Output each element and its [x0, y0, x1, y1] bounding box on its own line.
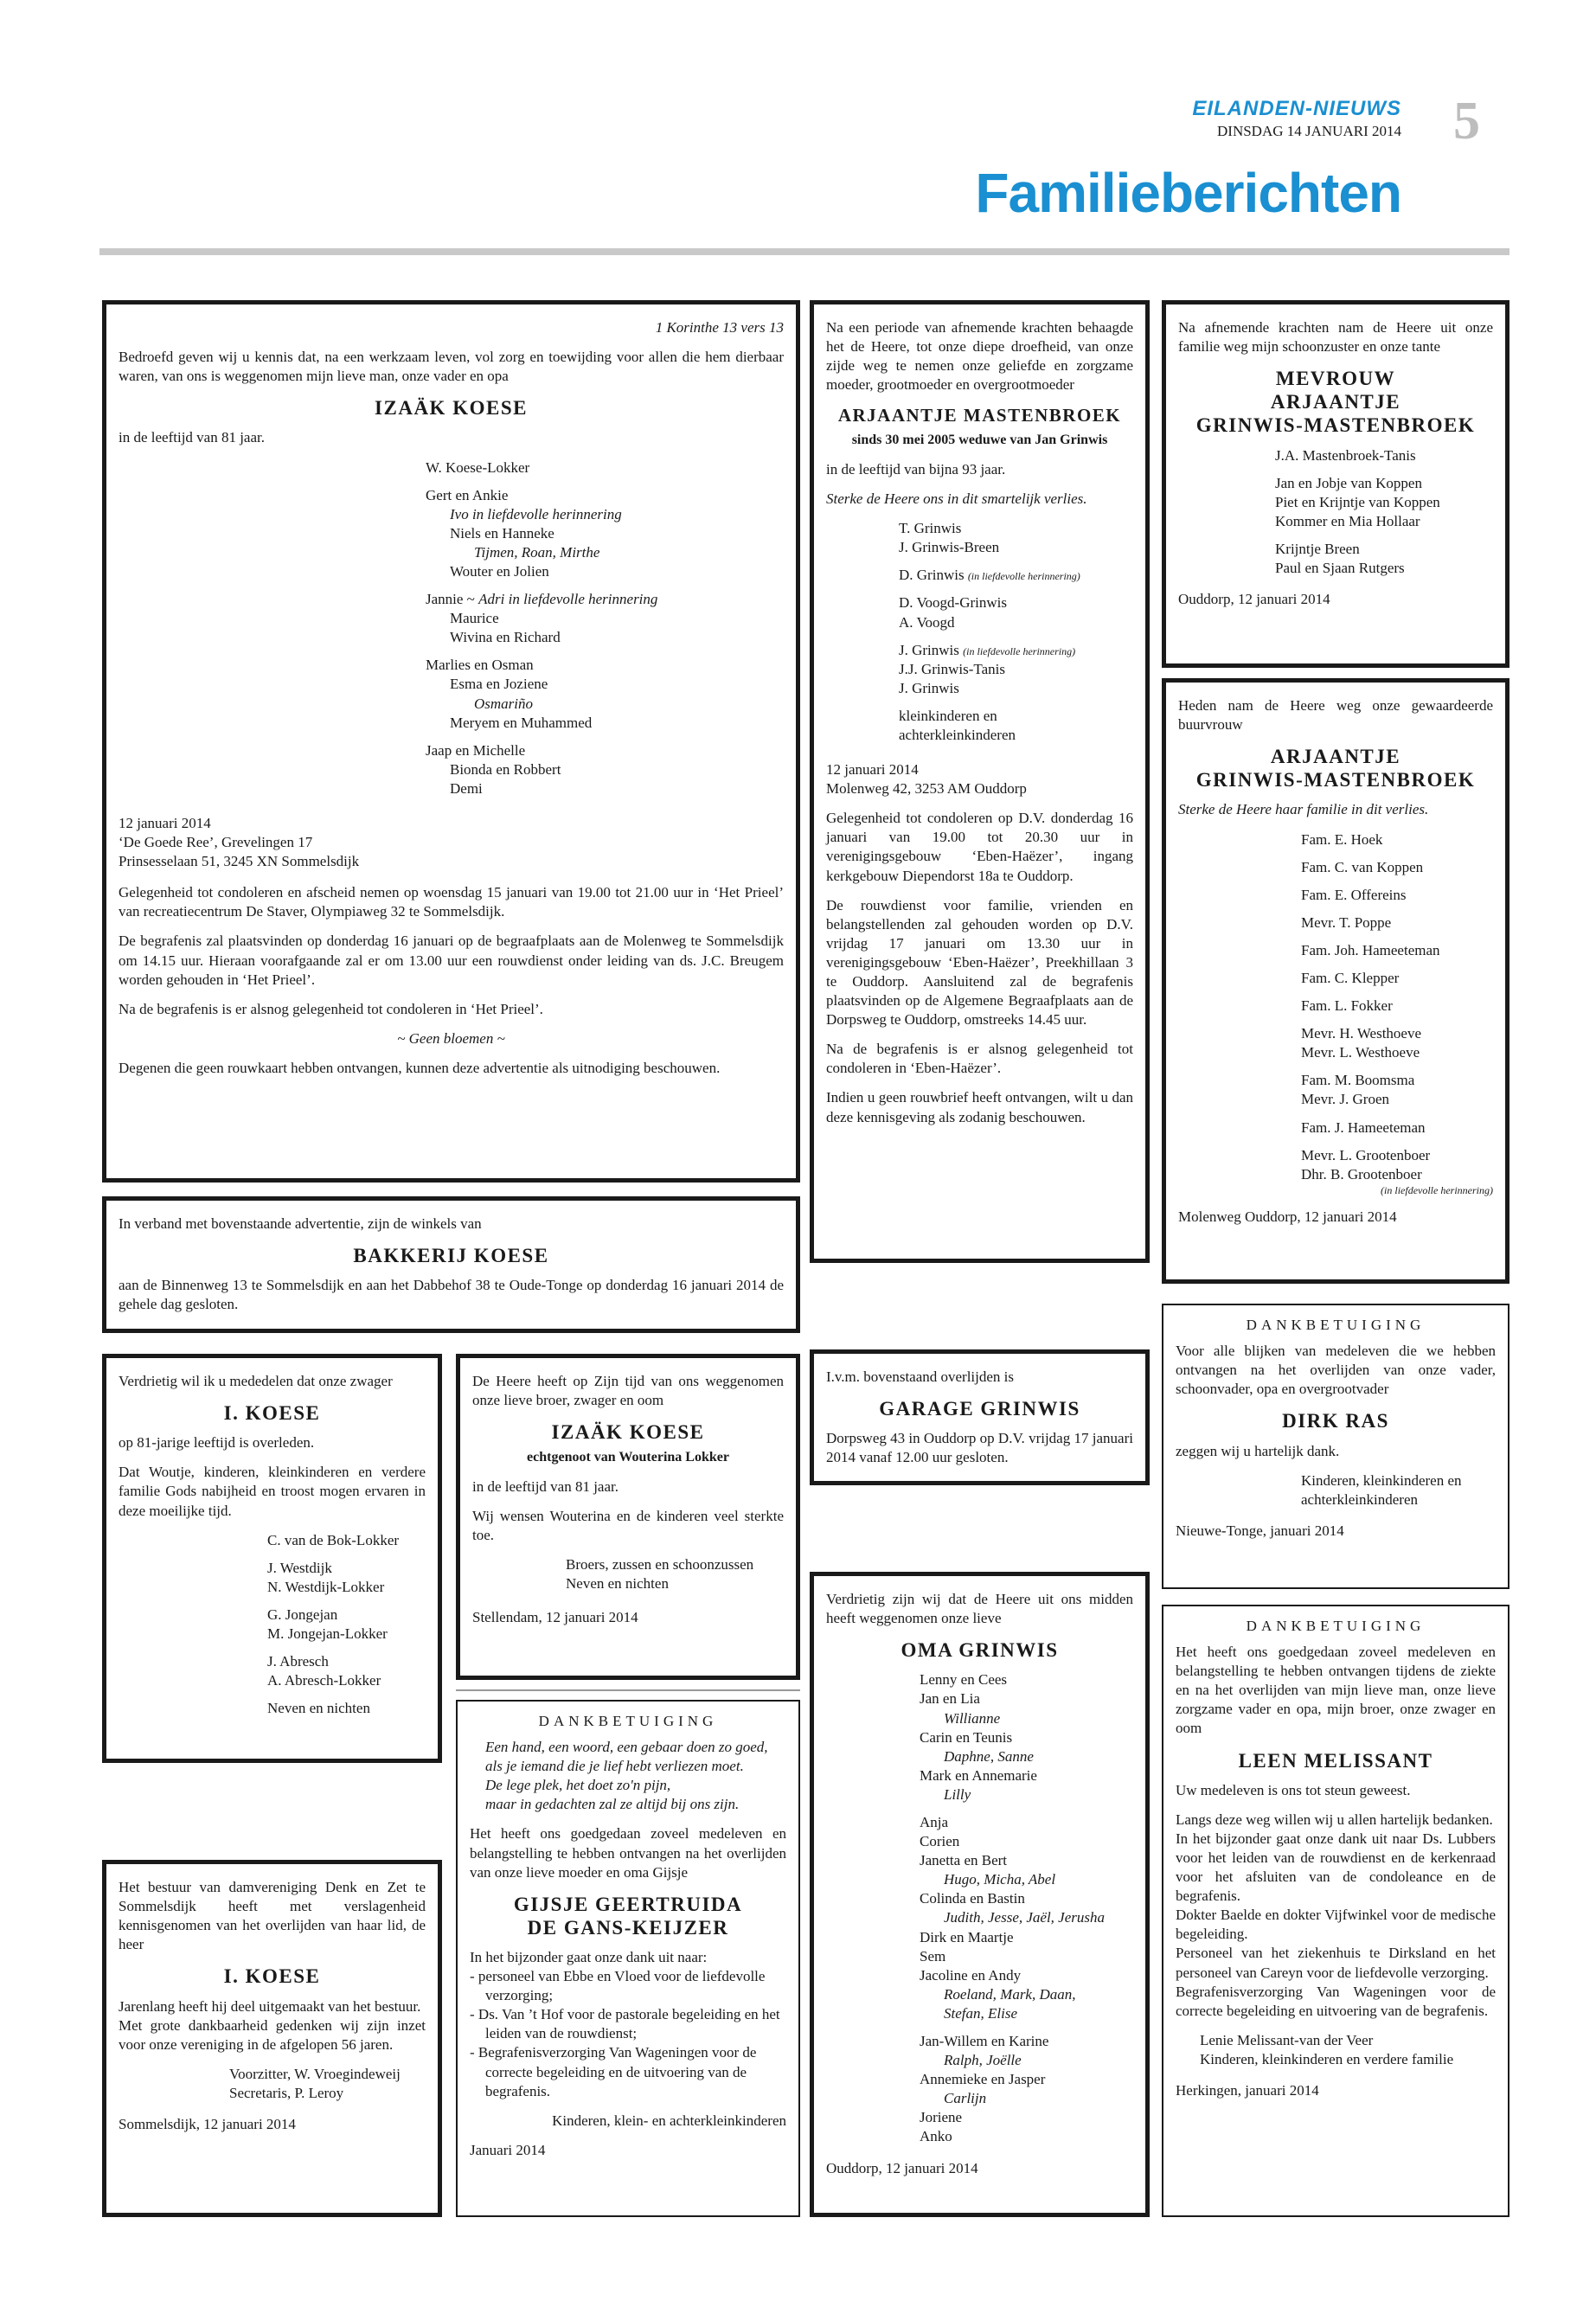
signature-part: Jannie ~ — [426, 591, 479, 608]
signature: Roeland, Mark, Daan, — [944, 1985, 1076, 2003]
signature: Corien — [920, 1833, 960, 1850]
thanks-gijsje — [456, 1700, 800, 2217]
signature: Bionda en Robbert — [450, 760, 561, 778]
text: Langs deze weg willen wij u allen hartelijk bedanken. — [1176, 1811, 1493, 1828]
service-text: De rouwdienst voor familie, vrienden en belangstellenden zal gehouden worden op D.V. vrijdag 17 januari om 13.30 uur in verenigingsgebouw ‘Eben-Haëzer’, Preekhillaan 3 te Ouddorp. Aansluitend zal de begrafenis plaatsvinden op de Algemene Begraafplaats aan de Dorpsweg te Ouddorp, omstreeks 14.45 uur. — [826, 896, 1133, 1029]
signature-part: (in liefdevolle herinnering) — [967, 570, 1080, 583]
signature: A. Voogd — [899, 613, 955, 631]
signature: Neven en nichten — [566, 1575, 669, 1593]
quote: Sterke de Heere haar familie in dit verlies. — [1178, 801, 1429, 818]
signature: Sem — [920, 1947, 946, 1965]
name-line: ARJAANTJE — [1270, 746, 1401, 768]
text: Jarenlang heeft hij deel uitgemaakt van het bestuur. — [119, 1997, 421, 2015]
name-line: ARJAANTJE — [1270, 391, 1401, 413]
signature: Tijmen, Roan, Mirthe — [474, 543, 600, 561]
signature: Joriene — [920, 2109, 963, 2126]
thanks-list — [470, 1967, 786, 2101]
obituary-mastenbroek — [810, 300, 1150, 1263]
place-date: Herkingen, januari 2014 — [1176, 2082, 1319, 2099]
obituary-oma-grinwis — [810, 1572, 1150, 2217]
signature: Willianne — [944, 1709, 1001, 1727]
no-flowers: ~ Geen bloemen ~ — [397, 1029, 505, 1047]
intro-text: De Heere heeft op Zijn tijd van ons weggenomen onze lieve broer, zwager en oom — [472, 1373, 784, 1409]
signature: Maurice — [450, 610, 499, 627]
age-text: op 81-jarige leeftijd is overleden. — [119, 1434, 315, 1452]
signature-note: (in liefdevolle herinnering) — [1381, 1183, 1493, 1196]
signature: Esma en Joziene — [450, 676, 548, 693]
signature: Dirk en Maartje — [920, 1928, 1014, 1945]
notice-bakkerij-koese — [102, 1196, 800, 1333]
name-line: GRINWIS-MASTENBROEK — [1195, 769, 1476, 792]
signature: Kinderen, kleinkinderen en verdere familie — [1200, 2050, 1454, 2067]
signature: Lilly — [944, 1785, 971, 1803]
place-date: Molenweg Ouddorp, 12 januari 2014 — [1178, 1208, 1397, 1226]
widow-text: sinds 30 mei 2005 weduwe van Jan Grinwis — [851, 433, 1108, 448]
signature: N. Westdijk-Lokker — [267, 1578, 385, 1595]
closure-text: Dorpsweg 43 in Ouddorp op D.V. vrijdag 17 januari 2014 vanaf 12.00 uur gesloten. — [826, 1430, 1133, 1466]
burial-text: De begrafenis zal plaatsvinden op donderdag 16 januari op de begraafplaats aan de Molenweg te Sommelsdijk om 14.15 uur. Hieraan voorafgaande zal er om 13.00 uur een rouwdienst onder leiding van ds. J.C. Breugem worden gehouden in ‘Het Prieel’. — [119, 933, 784, 988]
signature: J.A. Mastenbroek-Tanis — [1275, 446, 1416, 464]
intro-text: Verdrietig wil ik u mededelen dat onze zwager — [119, 1373, 393, 1389]
deceased-name: LEEN MELISSANT — [1238, 1749, 1433, 1772]
signature: Fam. C. Klepper — [1301, 970, 1400, 986]
signatures — [1176, 2031, 1496, 2069]
signature: Lenny en Cees — [920, 1671, 1008, 1689]
obituary-zwager — [102, 1354, 442, 1763]
signatures — [472, 1555, 784, 1593]
signature: Janetta en Bert — [920, 1852, 1008, 1869]
deceased-name: OMA GRINWIS — [901, 1639, 1059, 1662]
intro-text: Bedroefd geven wij u kennis dat, na een werkzaam leven, vol zorg en toewijding voor allen die hem dierbaar waren, van ons is weggenomen mijn lieve man, onze vader en opa — [119, 349, 784, 385]
thanks-leen-melissant — [1162, 1605, 1509, 2217]
spouse-text: echtgenoot van Wouterina Lokker — [527, 1450, 729, 1465]
signature: Judith, Jesse, Jaël, Jerusha — [944, 1909, 1105, 1926]
closure-text: aan de Binnenweg 13 te Sommelsdijk en aan het Dabbehof 38 te Oude-Tonge op donderdag 16 januari 2014 de gehele dag gesloten. — [119, 1277, 784, 1313]
signatures — [119, 2065, 426, 2103]
quote: Sterke de Heere ons in dit smartelijk verlies. — [826, 490, 1087, 508]
signature: J. Westdijk — [267, 1559, 332, 1576]
section-title: Familieberichten — [975, 162, 1401, 224]
signature: J.J. Grinwis-Tanis — [899, 660, 1006, 677]
signature: W. Koese-Lokker — [426, 458, 530, 476]
signatures — [1176, 1471, 1496, 1509]
list-item: - personeel van Ebbe en Vloed voor de liefdevolle verzorging; — [470, 1968, 766, 2004]
signature: Anja — [920, 1813, 949, 1830]
notice-garage-grinwis — [810, 1349, 1150, 1485]
signature: Ivo in liefdevolle herinnering — [450, 505, 622, 522]
thanks-line: zeggen wij u hartelijk dank. — [1176, 1442, 1340, 1459]
signature: Mevr. L. Westhoeve — [1301, 1044, 1420, 1061]
bible-verse: 1 Korinthe 13 vers 13 — [655, 319, 784, 336]
signature: Kinderen, klein- en achterkleinkinderen — [552, 2112, 786, 2129]
signature: Osmariño — [474, 695, 534, 712]
age-text: in de leeftijd van bijna 93 jaar. — [826, 460, 1006, 478]
signature — [899, 641, 1133, 660]
signature: Ralph, Joëlle — [944, 2052, 1022, 2069]
business-name: BAKKERIJ KOESE — [353, 1245, 549, 1267]
name-line: GIJSJE GEERTRUIDA — [513, 1893, 743, 1915]
signature-part: (in liefdevolle herinnering) — [963, 644, 1076, 657]
deceased-name: DIRK RAS — [1282, 1410, 1389, 1433]
thanks-text: Het heeft ons goedgedaan zoveel medeleven en belangstelling te hebben ontvangen tijdens de ziekte en na het overlijden van mijn lieve man, onze lieve zorgzame vader en opa, mijn broer, onze zwager en oom — [1176, 1644, 1496, 1737]
signature: Wouter en Jolien — [450, 562, 549, 580]
age-text: in de leeftijd van 81 jaar. — [472, 1478, 619, 1496]
signature: Hugo, Micha, Abel — [944, 1871, 1056, 1888]
intro-text: Na een periode van afnemende krachten behaagde het de Heere, tot onze diepe droefheid, van onze zijde weg te nemen onze geliefde en zorgzame moeder, grootmoeder en overgrootmoeder — [826, 319, 1133, 394]
deceased-name: ARJAANTJE MASTENBROEK — [837, 405, 1122, 426]
intro-text: Het bestuur van damvereniging Denk en Zet te Sommelsdijk heeft met verslagenheid kennisgenomen van het overlijden van haar lid, de heer — [119, 1879, 426, 1953]
thanks-heading: DANKBETUIGING — [1246, 1317, 1426, 1333]
condolence-text: Gelegenheid tot condoleren en afscheid nemen op woensdag 15 januari van 19.00 tot 21.00 uur in ‘Het Prieel’ van recreatiecentrum De Staver, Olympiaweg 32 te Sommelsdijk. — [119, 884, 784, 920]
signature: Kinderen, kleinkinderen en — [1301, 1471, 1462, 1489]
signature: Jan en Jobje van Koppen — [1275, 474, 1422, 491]
signature: Mevr. H. Westhoeve — [1301, 1025, 1422, 1042]
text: Met grote dankbaarheid gedenken wij zijn inzet voor onze vereniging in de afgelopen 56 jaren. — [119, 2016, 426, 2053]
signature: Fam. Joh. Hameeteman — [1301, 941, 1440, 958]
signature: A. Abresch-Lokker — [267, 1672, 381, 1689]
signature: D. Voogd-Grinwis — [899, 594, 1007, 612]
intro-text: I.v.m. bovenstaand overlijden is — [826, 1368, 1015, 1385]
signature: Annemieke en Jasper — [920, 2071, 1046, 2088]
signature: Mevr. T. Poppe — [1301, 913, 1392, 931]
wish-text: Wij wensen Wouterina en de kinderen veel sterkte toe. — [472, 1508, 784, 1544]
text: Dokter Baelde en dokter Vijfwinkel voor de medische begeleiding. — [1176, 1907, 1496, 1943]
thanks-heading: DANKBETUIGING — [1246, 1618, 1426, 1634]
poem-line: maar in gedachten zal ze altijd bij ons zijn. — [485, 1796, 740, 1813]
deceased-name — [1178, 745, 1493, 792]
business-name: GARAGE GRINWIS — [879, 1398, 1080, 1420]
date-text: 12 januari 2014 — [826, 761, 919, 779]
page-number: 5 — [1453, 92, 1480, 151]
signature: Jacoline en Andy — [920, 1966, 1022, 1984]
separator — [456, 1689, 800, 1691]
signature: J. Grinwis — [899, 679, 959, 696]
signature: achterkleinkinderen — [899, 726, 1016, 743]
closing-text: Indien u geen rouwbrief heeft ontvangen, wilt u dan deze kennisgeving als zodanig beschouwen. — [826, 1089, 1133, 1125]
signature: Mark en Annemarie — [920, 1766, 1037, 1784]
thanks-text: Het heeft ons goedgedaan zoveel medeleven en belangstelling te hebben ontvangen na het overlijden van onze lieve moeder en oma Gijsje — [470, 1825, 786, 1881]
thanks-heading: DANKBETUIGING — [538, 1713, 718, 1729]
name-line: MEVROUW — [1275, 368, 1396, 390]
deceased-name — [1178, 367, 1493, 437]
signature: Fam. L. Fokker — [1301, 997, 1393, 1015]
thanks-intro: In het bijzonder gaat onze dank uit naar: — [470, 1949, 708, 1965]
address-line: Prinsesselaan 51, 3245 XN Sommelsdijk — [119, 853, 360, 870]
signature: Niels en Hanneke — [450, 524, 554, 542]
support-text: Uw medeleven is ons tot steun geweest. — [1176, 1781, 1411, 1798]
address-block — [119, 814, 784, 871]
signature: Carin en Teunis — [920, 1728, 1013, 1746]
signature: Piet en Krijntje van Koppen — [1275, 493, 1440, 510]
thanks-text: Voor alle blijken van medeleven die we hebben ontvangen na het overlijden van onze vader, schoonvader, opa en overgrootvader — [1176, 1343, 1496, 1398]
thanks-dirk-ras — [1162, 1304, 1509, 1589]
after-burial-text: Na de begrafenis is er alsnog gelegenheid tot condoleren in ‘Eben-Haëzer’. — [826, 1041, 1133, 1077]
deceased-name: IZAÄK KOESE — [375, 397, 528, 420]
signature: Paul en Sjaan Rutgers — [1275, 560, 1405, 577]
signature: Fam. M. Boomsma — [1301, 1072, 1415, 1089]
name-line: DE GANS-KEIJZER — [527, 1916, 729, 1939]
signature: Voorzitter, W. Vroegindeweij — [229, 2065, 401, 2082]
obituary-izaak-koese — [102, 300, 800, 1183]
signature: Anko — [920, 2128, 952, 2145]
signature: Demi — [450, 779, 483, 797]
signature: C. van de Bok-Lokker — [267, 1531, 400, 1548]
signature: Meryem en Muhammed — [450, 714, 593, 731]
poem-line: als je iemand die je lief hebt verliezen moet. — [485, 1758, 744, 1775]
newspaper-name: EILANDEN-NIEUWS — [1192, 97, 1401, 120]
signature: Carlijn — [944, 2090, 987, 2107]
signature: T. Grinwis — [899, 520, 962, 537]
deceased-name: IZAÄK KOESE — [551, 1421, 705, 1444]
signature: Marlies en Osman — [426, 657, 534, 674]
neighbours-list — [1178, 830, 1493, 1198]
signature: Gert en Ankie — [426, 486, 509, 503]
signatures — [1178, 446, 1493, 579]
signature: M. Jongejan-Lokker — [267, 1625, 388, 1642]
signature: kleinkinderen en — [899, 707, 997, 724]
deceased-name — [470, 1893, 786, 1939]
signature: Lenie Melissant-van der Veer — [1200, 2031, 1374, 2048]
signature: Secretaris, P. Leroy — [229, 2084, 344, 2101]
signature: achterkleinkinderen — [1301, 1490, 1418, 1508]
date-text: Januari 2014 — [470, 2141, 546, 2158]
place-date: Ouddorp, 12 januari 2014 — [1178, 591, 1330, 608]
signature: Neven en nichten — [267, 1700, 370, 1717]
date-text: 12 januari 2014 — [119, 815, 211, 831]
intro-text: Heden nam de Heere weg onze gewaardeerde buurvrouw — [1178, 697, 1493, 734]
intro-text: In verband met bovenstaande advertentie, zijn de winkels van — [119, 1215, 482, 1232]
place-date: Nieuwe-Tonge, januari 2014 — [1176, 1522, 1344, 1539]
poem — [470, 1738, 786, 1814]
text: In het bijzonder gaat onze dank uit naar Ds. Lubbers voor het leiden van de rouwdienst en de kerkenraad voor het afsluiten van de condoleance en de begrafenis. — [1176, 1830, 1496, 1905]
signature — [899, 566, 1133, 585]
signature — [426, 590, 784, 609]
signature: Colinda en Bastin — [920, 1890, 1025, 1907]
place-date: Stellendam, 12 januari 2014 — [472, 1608, 638, 1625]
text: Begrafenisverzorging Van Wageningen voor de correcte begeleiding en uitvoering van de begrafenis. — [1176, 1983, 1496, 2019]
signature-part: J. Grinwis — [899, 641, 964, 658]
list-item: - Ds. Van ’t Hof voor de pastorale begeleiding en het leiden van de rouwdienst; — [470, 2006, 780, 2042]
deceased-name: I. KOESE — [223, 1965, 321, 1988]
signature: Fam. C. van Koppen — [1301, 858, 1424, 875]
signature: Fam. J. Hameeteman — [1301, 1118, 1426, 1136]
masthead — [1038, 97, 1401, 140]
obituary-broer — [456, 1354, 800, 1680]
signature: Fam. E. Hoek — [1301, 830, 1383, 848]
signature: J. Grinwis-Breen — [899, 539, 1000, 556]
deceased-name: I. KOESE — [223, 1402, 321, 1425]
header-rule — [99, 248, 1509, 255]
signatures — [826, 519, 1133, 745]
address-line: ‘De Goede Ree’, Grevelingen 17 — [119, 834, 313, 851]
signature: Fam. E. Offereins — [1301, 886, 1407, 903]
signature: Dhr. B. Grootenboer — [1301, 1165, 1422, 1183]
signature-part: Adri in liefdevolle herinnering — [478, 591, 658, 608]
poem-line: Een hand, een woord, een gebaar doen zo goed, — [485, 1739, 768, 1756]
intro-text: Verdrietig zijn wij dat de Heere uit ons midden heeft weggenomen onze lieve — [826, 1591, 1133, 1627]
obituary-buurvrouw — [1162, 678, 1509, 1284]
family-signatures — [119, 458, 784, 799]
signature: Mevr. J. Groen — [1301, 1091, 1389, 1108]
signature: Broers, zussen en schoonzussen — [566, 1556, 754, 1574]
issue-date: DINSDAG 14 JANUARI 2014 — [1217, 123, 1401, 139]
age-text: in de leeftijd van 81 jaar. — [119, 429, 265, 446]
signature: Kommer en Mia Hollaar — [1275, 512, 1420, 529]
obituary-schoonzuster — [1162, 300, 1509, 668]
signature: J. Abresch — [267, 1653, 329, 1670]
signature: Daphne, Sanne — [944, 1747, 1034, 1765]
signature-part: D. Grinwis — [899, 567, 968, 584]
name-line: GRINWIS-MASTENBROEK — [1195, 414, 1476, 437]
signature: Jan-Willem en Karine — [920, 2033, 1049, 2049]
signatures — [119, 1531, 426, 1719]
place-date: Ouddorp, 12 januari 2014 — [826, 2159, 978, 2176]
intro-text: Na afnemende krachten nam de Heere uit onze familie weg mijn schoonzuster en onze tante — [1178, 319, 1493, 356]
place-date: Sommelsdijk, 12 januari 2014 — [119, 2115, 296, 2132]
poem-line: De lege plek, het doet zo'n pijn, — [485, 1777, 671, 1794]
closing-text: Degenen die geen rouwkaart hebben ontvangen, kunnen deze advertentie als uitnodiging beschouwen. — [119, 1059, 721, 1076]
signature: Jan en Lia — [920, 1690, 980, 1708]
signature: Krijntje Breen — [1275, 540, 1360, 557]
notice-damvereniging — [102, 1860, 442, 2217]
condolence-text: Gelegenheid tot condoleren op D.V. donderdag 16 januari van 19.00 tot 20.30 uur in verenigingsgebouw ‘Eben-Haëzer’, ingang kerkgebouw Diependorst 18a te Ouddorp. — [826, 810, 1133, 884]
signature: Mevr. L. Grootenboer — [1301, 1146, 1431, 1163]
list-item: - Begrafenisverzorging Van Wageningen voor de correcte begeleiding en de uitvoering van de begrafenis. — [470, 2044, 757, 2099]
wish-text: Dat Woutje, kinderen, kleinkinderen en verdere familie Gods nabijheid en troost mogen ervaren in deze moeilijke tijd. — [119, 1464, 426, 1519]
signature: Stefan, Elise — [944, 2004, 1017, 2022]
signature: Jaap en Michelle — [426, 741, 526, 759]
signature: Wivina en Richard — [450, 629, 561, 646]
text: Personeel van het ziekenhuis te Dirksland en het personeel van Careyn voor de liefdevolle verzorging. — [1176, 1945, 1496, 1981]
grandchildren-list — [826, 1670, 1133, 2146]
after-burial-text: Na de begrafenis is er alsnog gelegenheid tot condoleren in ‘Het Prieel’. — [119, 1000, 543, 1017]
signature: G. Jongejan — [267, 1606, 338, 1623]
address-line: Molenweg 42, 3253 AM Ouddorp — [826, 780, 1027, 798]
